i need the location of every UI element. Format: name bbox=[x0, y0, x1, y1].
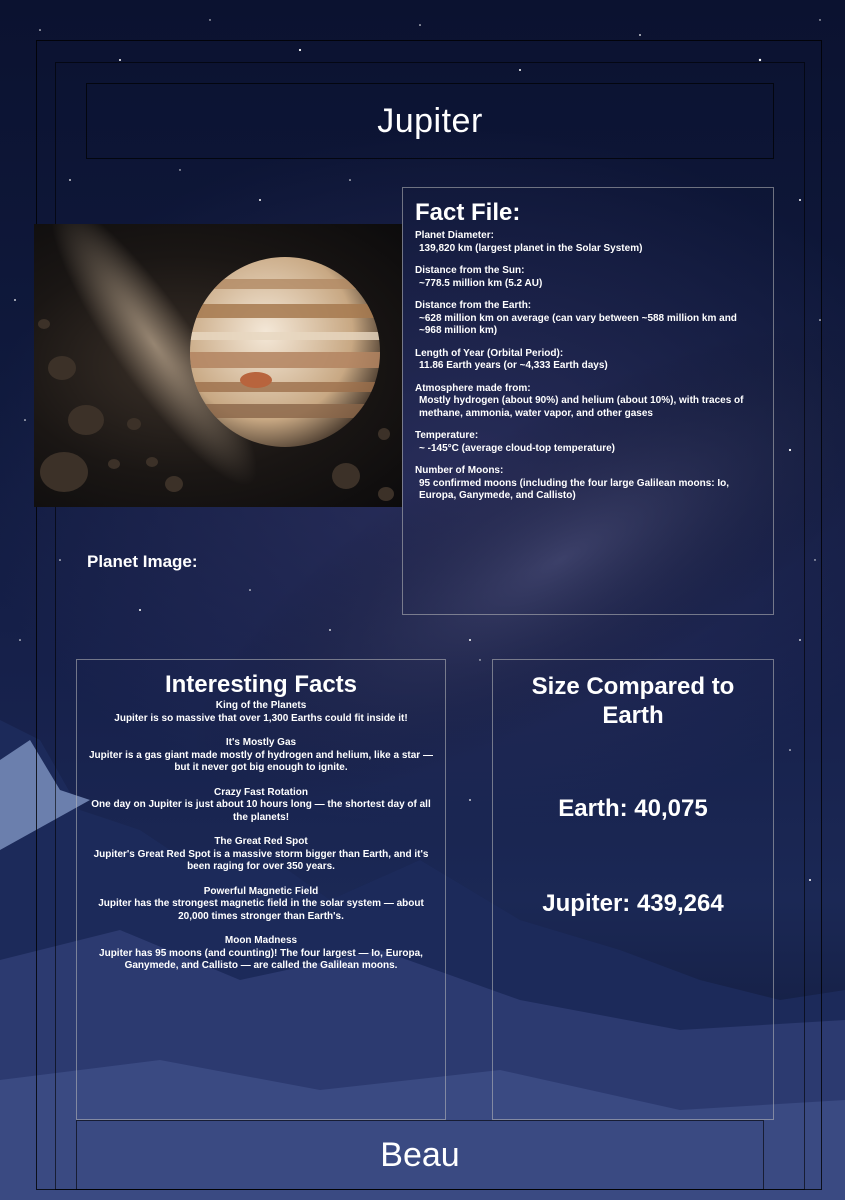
fact-title: Crazy Fast Rotation bbox=[214, 786, 308, 798]
interesting-facts-heading: Interesting Facts bbox=[164, 671, 358, 698]
fact-item-diameter bbox=[415, 230, 761, 255]
fact-title: It's Mostly Gas bbox=[225, 737, 297, 748]
planet-image bbox=[34, 224, 402, 507]
fact-label: Length of Year (Orbital Period): bbox=[415, 347, 564, 359]
fact-label: Distance from the Sun: bbox=[415, 265, 525, 276]
list-item bbox=[89, 737, 433, 775]
fact-body: Jupiter's Great Red Spot is a massive storm bigger than Earth, and it's been raging for over 350 years. bbox=[93, 848, 429, 872]
fact-body: Jupiter has the strongest magnetic field in the solar system — about 20,000 times stronger than Earth's. bbox=[98, 898, 424, 922]
fact-title: Moon Madness bbox=[224, 935, 298, 946]
size-comparison-panel bbox=[492, 659, 774, 1120]
fact-item-moons bbox=[415, 465, 761, 503]
fact-file-panel bbox=[402, 187, 774, 615]
list-item bbox=[89, 935, 433, 973]
author-name: Beau bbox=[380, 1135, 460, 1174]
fact-item-temperature bbox=[415, 430, 761, 455]
fact-item-year-length bbox=[415, 348, 761, 373]
footer-box bbox=[76, 1120, 764, 1190]
fact-label: Planet Diameter: bbox=[415, 230, 494, 241]
fact-body: Jupiter is a gas giant made mostly of hydrogen and helium, like a star — but it never got big enough to ignite. bbox=[89, 749, 433, 773]
fact-label: Temperature: bbox=[415, 430, 479, 441]
fact-file-heading: Fact File: bbox=[415, 199, 521, 226]
list-item bbox=[89, 787, 433, 825]
title-box bbox=[86, 83, 774, 159]
fact-item-distance-sun bbox=[415, 265, 761, 290]
fact-value: 95 confirmed moons (including the four large Galilean moons: Io, Europa, Ganymede, and Callisto) bbox=[419, 477, 730, 501]
list-item bbox=[89, 836, 433, 874]
fact-value: ~778.5 million km (5.2 AU) bbox=[419, 277, 543, 289]
fact-value: Mostly hydrogen (about 90%) and helium (about 10%), with traces of methane, ammonia, water vapor, and other gases bbox=[419, 395, 744, 419]
list-item bbox=[89, 886, 433, 924]
earth-size-value: Earth: 40,075 bbox=[558, 795, 708, 822]
fact-body: One day on Jupiter is just about 10 hours long — the shortest day of all the planets! bbox=[91, 799, 431, 823]
fact-body: Jupiter has 95 moons (and counting)! The four largest — Io, Europa, Ganymede, and Callisto — are called the Galilean moons. bbox=[99, 947, 423, 971]
jupiter-planet-illustration bbox=[34, 224, 402, 507]
fact-item-distance-earth bbox=[415, 300, 761, 338]
fact-value: ~628 million km on average (can vary between ~588 million km and ~968 million km) bbox=[419, 312, 737, 336]
fact-body: Jupiter is so massive that over 1,300 Earths could fit inside it! bbox=[114, 712, 408, 724]
planet-image-label: Planet Image: bbox=[87, 552, 198, 571]
fact-label: Number of Moons: bbox=[415, 465, 504, 476]
fact-title: Powerful Magnetic Field bbox=[203, 885, 319, 897]
fact-title: The Great Red Spot bbox=[214, 836, 308, 847]
page-title: Jupiter bbox=[377, 101, 483, 140]
fact-value: ~ -145°C (average cloud-top temperature) bbox=[419, 442, 615, 454]
jupiter-size-value: Jupiter: 439,264 bbox=[542, 890, 724, 917]
fact-label: Distance from the Earth: bbox=[415, 300, 532, 311]
fact-value: 139,820 km (largest planet in the Solar System) bbox=[419, 242, 643, 254]
list-item bbox=[89, 700, 433, 725]
size-comparison-heading: Size Compared to Earth bbox=[531, 673, 735, 729]
fact-item-atmosphere bbox=[415, 383, 761, 421]
interesting-facts-panel bbox=[76, 659, 446, 1120]
fact-title: King of the Planets bbox=[215, 700, 307, 711]
fact-label: Atmosphere made from: bbox=[415, 382, 531, 394]
fact-value: 11.86 Earth years (or ~4,333 Earth days) bbox=[419, 360, 608, 371]
